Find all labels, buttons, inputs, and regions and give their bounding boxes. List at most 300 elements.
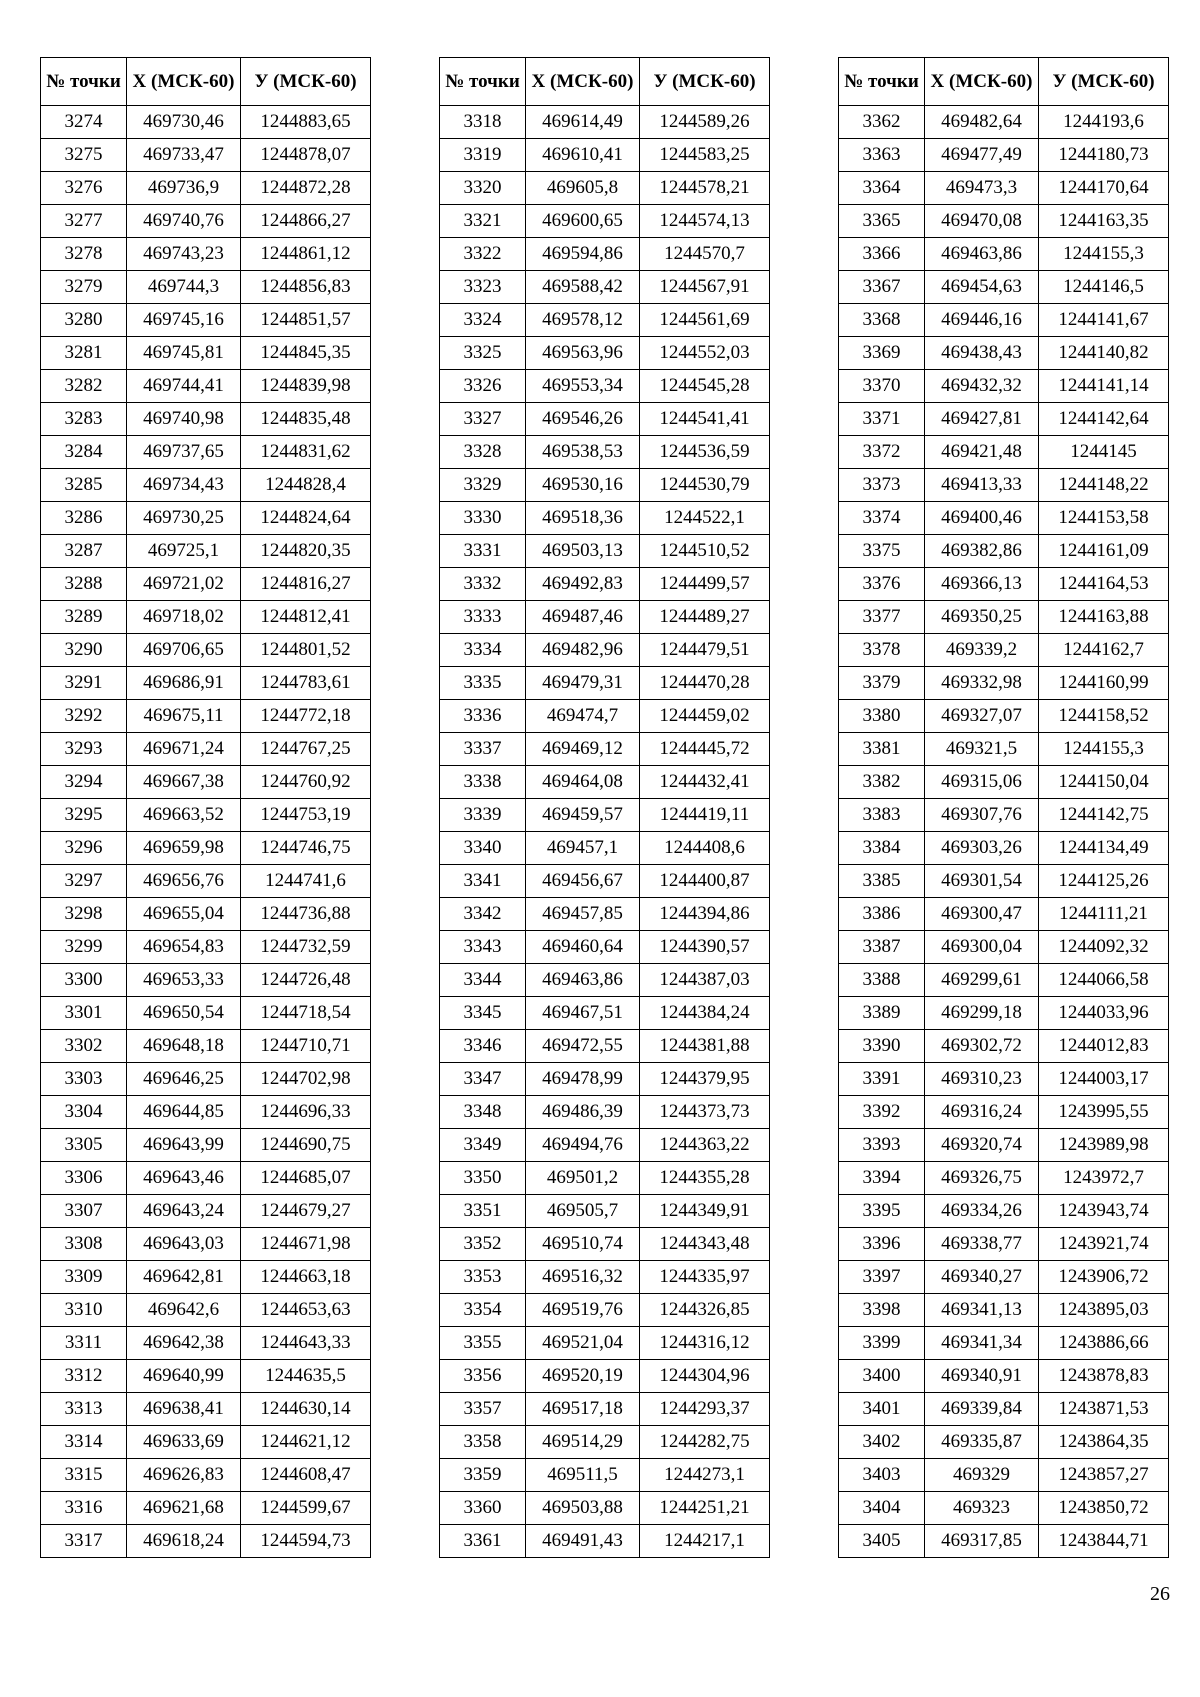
x-coordinate-cell: 469721,02 xyxy=(127,568,241,601)
point-number-cell: 3332 xyxy=(440,568,526,601)
x-coordinate-cell: 469487,46 xyxy=(526,601,640,634)
x-coordinate-cell: 469315,06 xyxy=(925,766,1039,799)
table-row xyxy=(440,1393,770,1426)
point-number-cell: 3316 xyxy=(41,1492,127,1525)
x-coordinate-cell: 469482,96 xyxy=(526,634,640,667)
table-row xyxy=(41,1459,371,1492)
point-number-cell: 3291 xyxy=(41,667,127,700)
point-number-cell: 3359 xyxy=(440,1459,526,1492)
y-coordinate-cell: 1244394,86 xyxy=(640,898,770,931)
point-number-cell: 3362 xyxy=(839,106,925,139)
point-number-cell: 3358 xyxy=(440,1426,526,1459)
y-coordinate-cell: 1243850,72 xyxy=(1039,1492,1169,1525)
y-coordinate-cell: 1244141,14 xyxy=(1039,370,1169,403)
y-coordinate-cell: 1244608,47 xyxy=(241,1459,371,1492)
x-coordinate-cell: 469745,16 xyxy=(127,304,241,337)
table-row xyxy=(41,1096,371,1129)
point-number-cell: 3310 xyxy=(41,1294,127,1327)
y-coordinate-cell: 1243864,35 xyxy=(1039,1426,1169,1459)
point-number-cell: 3288 xyxy=(41,568,127,601)
point-number-cell: 3282 xyxy=(41,370,127,403)
x-coordinate-cell: 469633,69 xyxy=(127,1426,241,1459)
y-coordinate-cell: 1243906,72 xyxy=(1039,1261,1169,1294)
y-coordinate-cell: 1244851,57 xyxy=(241,304,371,337)
table-row xyxy=(41,997,371,1030)
table-row xyxy=(41,1525,371,1558)
point-number-cell: 3333 xyxy=(440,601,526,634)
x-coordinate-cell: 469467,51 xyxy=(526,997,640,1030)
table-row xyxy=(41,469,371,502)
y-coordinate-cell: 1244536,59 xyxy=(640,436,770,469)
point-number-cell: 3328 xyxy=(440,436,526,469)
y-coordinate-cell: 1244816,27 xyxy=(241,568,371,601)
point-number-cell: 3346 xyxy=(440,1030,526,1063)
point-number-cell: 3324 xyxy=(440,304,526,337)
point-number-cell: 3368 xyxy=(839,304,925,337)
table-row xyxy=(839,1030,1169,1063)
table-row xyxy=(839,1525,1169,1558)
y-coordinate-cell: 1244066,58 xyxy=(1039,964,1169,997)
point-number-cell: 3352 xyxy=(440,1228,526,1261)
x-coordinate-cell: 469400,46 xyxy=(925,502,1039,535)
x-coordinate-cell: 469643,24 xyxy=(127,1195,241,1228)
table-row xyxy=(440,700,770,733)
table-row xyxy=(440,1525,770,1558)
x-coordinate-cell: 469302,72 xyxy=(925,1030,1039,1063)
y-coordinate-cell: 1244635,5 xyxy=(241,1360,371,1393)
point-number-cell: 3334 xyxy=(440,634,526,667)
point-number-cell: 3386 xyxy=(839,898,925,931)
table-row xyxy=(440,568,770,601)
point-number-cell: 3398 xyxy=(839,1294,925,1327)
y-coordinate-cell: 1244384,24 xyxy=(640,997,770,1030)
point-number-cell: 3343 xyxy=(440,931,526,964)
x-coordinate-cell: 469518,36 xyxy=(526,502,640,535)
y-coordinate-cell: 1244831,62 xyxy=(241,436,371,469)
x-coordinate-cell: 469553,34 xyxy=(526,370,640,403)
point-number-cell: 3364 xyxy=(839,172,925,205)
y-coordinate-cell: 1244599,67 xyxy=(241,1492,371,1525)
table-row xyxy=(839,832,1169,865)
y-coordinate-cell: 1244710,71 xyxy=(241,1030,371,1063)
point-number-cell: 3405 xyxy=(839,1525,925,1558)
point-number-cell: 3309 xyxy=(41,1261,127,1294)
table-row xyxy=(440,139,770,172)
x-coordinate-cell: 469610,41 xyxy=(526,139,640,172)
x-coordinate-cell: 469501,2 xyxy=(526,1162,640,1195)
y-coordinate-cell: 1244671,98 xyxy=(241,1228,371,1261)
point-number-cell: 3308 xyxy=(41,1228,127,1261)
table-row xyxy=(839,106,1169,139)
point-number-cell: 3337 xyxy=(440,733,526,766)
table-row xyxy=(440,403,770,436)
point-number-cell: 3274 xyxy=(41,106,127,139)
y-coordinate-cell: 1244630,14 xyxy=(241,1393,371,1426)
x-coordinate-cell: 469743,23 xyxy=(127,238,241,271)
point-number-cell: 3297 xyxy=(41,865,127,898)
point-number-cell: 3342 xyxy=(440,898,526,931)
x-coordinate-cell: 469470,08 xyxy=(925,205,1039,238)
point-number-cell: 3312 xyxy=(41,1360,127,1393)
x-coordinate-cell: 469521,04 xyxy=(526,1327,640,1360)
point-number-cell: 3390 xyxy=(839,1030,925,1063)
y-coordinate-cell: 1244663,18 xyxy=(241,1261,371,1294)
y-coordinate-cell: 1244653,63 xyxy=(241,1294,371,1327)
table-row xyxy=(440,832,770,865)
point-number-cell: 3277 xyxy=(41,205,127,238)
y-coordinate-cell: 1244783,61 xyxy=(241,667,371,700)
table-row xyxy=(440,337,770,370)
y-coordinate-cell: 1244251,21 xyxy=(640,1492,770,1525)
table-row xyxy=(440,1459,770,1492)
y-coordinate-cell: 1244282,75 xyxy=(640,1426,770,1459)
x-coordinate-cell: 469511,5 xyxy=(526,1459,640,1492)
point-number-cell: 3356 xyxy=(440,1360,526,1393)
y-coordinate-cell: 1244141,67 xyxy=(1039,304,1169,337)
y-coordinate-cell: 1244273,1 xyxy=(640,1459,770,1492)
y-coordinate-cell: 1244772,18 xyxy=(241,700,371,733)
header-y-coordinate: У (МСК-60) xyxy=(640,58,770,106)
y-coordinate-cell: 1244012,83 xyxy=(1039,1030,1169,1063)
y-coordinate-cell: 1244883,65 xyxy=(241,106,371,139)
table-row xyxy=(839,1195,1169,1228)
table-row xyxy=(440,1162,770,1195)
table-row xyxy=(440,1228,770,1261)
y-coordinate-cell: 1244835,48 xyxy=(241,403,371,436)
table-row xyxy=(839,304,1169,337)
table-row xyxy=(440,1030,770,1063)
point-number-cell: 3376 xyxy=(839,568,925,601)
x-coordinate-cell: 469303,26 xyxy=(925,832,1039,865)
table-row xyxy=(440,502,770,535)
point-number-cell: 3403 xyxy=(839,1459,925,1492)
point-number-cell: 3385 xyxy=(839,865,925,898)
x-coordinate-cell: 469650,54 xyxy=(127,997,241,1030)
x-coordinate-cell: 469520,19 xyxy=(526,1360,640,1393)
x-coordinate-cell: 469663,52 xyxy=(127,799,241,832)
x-coordinate-cell: 469464,08 xyxy=(526,766,640,799)
point-number-cell: 3295 xyxy=(41,799,127,832)
table-row xyxy=(440,898,770,931)
table-row xyxy=(440,865,770,898)
table-row xyxy=(440,601,770,634)
y-coordinate-cell: 1244872,28 xyxy=(241,172,371,205)
y-coordinate-cell: 1243989,98 xyxy=(1039,1129,1169,1162)
y-coordinate-cell: 1244163,35 xyxy=(1039,205,1169,238)
point-number-cell: 3326 xyxy=(440,370,526,403)
x-coordinate-cell: 469671,24 xyxy=(127,733,241,766)
point-number-cell: 3380 xyxy=(839,700,925,733)
x-coordinate-cell: 469706,65 xyxy=(127,634,241,667)
coordinates-table-2 xyxy=(439,57,770,1558)
point-number-cell: 3357 xyxy=(440,1393,526,1426)
table-row xyxy=(41,733,371,766)
x-coordinate-cell: 469640,99 xyxy=(127,1360,241,1393)
point-number-cell: 3319 xyxy=(440,139,526,172)
x-coordinate-cell: 469334,26 xyxy=(925,1195,1039,1228)
point-number-cell: 3348 xyxy=(440,1096,526,1129)
table-row xyxy=(41,931,371,964)
x-coordinate-cell: 469618,24 xyxy=(127,1525,241,1558)
y-coordinate-cell: 1244522,1 xyxy=(640,502,770,535)
table-row xyxy=(41,964,371,997)
y-coordinate-cell: 1244160,99 xyxy=(1039,667,1169,700)
x-coordinate-cell: 469321,5 xyxy=(925,733,1039,766)
table-row xyxy=(41,337,371,370)
y-coordinate-cell: 1243921,74 xyxy=(1039,1228,1169,1261)
y-coordinate-cell: 1244293,37 xyxy=(640,1393,770,1426)
table-row xyxy=(839,1129,1169,1162)
table-row xyxy=(839,667,1169,700)
point-number-cell: 3379 xyxy=(839,667,925,700)
x-coordinate-cell: 469730,25 xyxy=(127,502,241,535)
point-number-cell: 3402 xyxy=(839,1426,925,1459)
x-coordinate-cell: 469323 xyxy=(925,1492,1039,1525)
table-row xyxy=(839,1492,1169,1525)
x-coordinate-cell: 469638,41 xyxy=(127,1393,241,1426)
point-number-cell: 3366 xyxy=(839,238,925,271)
x-coordinate-cell: 469594,86 xyxy=(526,238,640,271)
x-coordinate-cell: 469320,74 xyxy=(925,1129,1039,1162)
point-number-cell: 3325 xyxy=(440,337,526,370)
table-row xyxy=(839,1327,1169,1360)
x-coordinate-cell: 469341,34 xyxy=(925,1327,1039,1360)
y-coordinate-cell: 1244335,97 xyxy=(640,1261,770,1294)
table-row xyxy=(41,568,371,601)
x-coordinate-cell: 469340,27 xyxy=(925,1261,1039,1294)
y-coordinate-cell: 1243972,7 xyxy=(1039,1162,1169,1195)
table-row xyxy=(440,733,770,766)
x-coordinate-cell: 469614,49 xyxy=(526,106,640,139)
point-number-cell: 3329 xyxy=(440,469,526,502)
table-row xyxy=(41,1327,371,1360)
point-number-cell: 3301 xyxy=(41,997,127,1030)
x-coordinate-cell: 469492,83 xyxy=(526,568,640,601)
x-coordinate-cell: 469744,41 xyxy=(127,370,241,403)
table-row xyxy=(440,370,770,403)
table-row xyxy=(440,1129,770,1162)
point-number-cell: 3400 xyxy=(839,1360,925,1393)
point-number-cell: 3369 xyxy=(839,337,925,370)
y-coordinate-cell: 1244696,33 xyxy=(241,1096,371,1129)
point-number-cell: 3354 xyxy=(440,1294,526,1327)
x-coordinate-cell: 469432,32 xyxy=(925,370,1039,403)
y-coordinate-cell: 1244111,21 xyxy=(1039,898,1169,931)
x-coordinate-cell: 469329 xyxy=(925,1459,1039,1492)
y-coordinate-cell: 1244574,13 xyxy=(640,205,770,238)
y-coordinate-cell: 1244845,35 xyxy=(241,337,371,370)
point-number-cell: 3365 xyxy=(839,205,925,238)
point-number-cell: 3286 xyxy=(41,502,127,535)
point-number-cell: 3373 xyxy=(839,469,925,502)
table-row xyxy=(839,733,1169,766)
table-row xyxy=(839,502,1169,535)
x-coordinate-cell: 469745,81 xyxy=(127,337,241,370)
table-row xyxy=(41,799,371,832)
coordinates-table-3 xyxy=(838,57,1169,1558)
point-number-cell: 3317 xyxy=(41,1525,127,1558)
point-number-cell: 3281 xyxy=(41,337,127,370)
point-number-cell: 3351 xyxy=(440,1195,526,1228)
x-coordinate-cell: 469332,98 xyxy=(925,667,1039,700)
point-number-cell: 3370 xyxy=(839,370,925,403)
point-number-cell: 3304 xyxy=(41,1096,127,1129)
y-coordinate-cell: 1244866,27 xyxy=(241,205,371,238)
table-row xyxy=(839,964,1169,997)
x-coordinate-cell: 469338,77 xyxy=(925,1228,1039,1261)
y-coordinate-cell: 1244828,4 xyxy=(241,469,371,502)
table-row xyxy=(41,634,371,667)
x-coordinate-cell: 469621,68 xyxy=(127,1492,241,1525)
table-row xyxy=(839,205,1169,238)
point-number-cell: 3303 xyxy=(41,1063,127,1096)
header-point-number: № точки xyxy=(440,58,526,106)
x-coordinate-cell: 469546,26 xyxy=(526,403,640,436)
y-coordinate-cell: 1244387,03 xyxy=(640,964,770,997)
x-coordinate-cell: 469463,86 xyxy=(925,238,1039,271)
table-row xyxy=(440,931,770,964)
y-coordinate-cell: 1244824,64 xyxy=(241,502,371,535)
y-coordinate-cell: 1244690,75 xyxy=(241,1129,371,1162)
x-coordinate-cell: 469486,39 xyxy=(526,1096,640,1129)
point-number-cell: 3392 xyxy=(839,1096,925,1129)
x-coordinate-cell: 469339,2 xyxy=(925,634,1039,667)
x-coordinate-cell: 469316,24 xyxy=(925,1096,1039,1129)
point-number-cell: 3393 xyxy=(839,1129,925,1162)
y-coordinate-cell: 1243943,74 xyxy=(1039,1195,1169,1228)
x-coordinate-cell: 469530,16 xyxy=(526,469,640,502)
x-coordinate-cell: 469299,18 xyxy=(925,997,1039,1030)
y-coordinate-cell: 1244408,6 xyxy=(640,832,770,865)
point-number-cell: 3279 xyxy=(41,271,127,304)
table-row xyxy=(41,1030,371,1063)
x-coordinate-cell: 469642,6 xyxy=(127,1294,241,1327)
point-number-cell: 3321 xyxy=(440,205,526,238)
table-row xyxy=(839,1096,1169,1129)
x-coordinate-cell: 469686,91 xyxy=(127,667,241,700)
x-coordinate-cell: 469438,43 xyxy=(925,337,1039,370)
point-number-cell: 3350 xyxy=(440,1162,526,1195)
y-coordinate-cell: 1244162,7 xyxy=(1039,634,1169,667)
y-coordinate-cell: 1244685,07 xyxy=(241,1162,371,1195)
point-number-cell: 3285 xyxy=(41,469,127,502)
table-row xyxy=(440,535,770,568)
header-y-coordinate: У (МСК-60) xyxy=(1039,58,1169,106)
x-coordinate-cell: 469366,13 xyxy=(925,568,1039,601)
x-coordinate-cell: 469648,18 xyxy=(127,1030,241,1063)
y-coordinate-cell: 1243886,66 xyxy=(1039,1327,1169,1360)
point-number-cell: 3383 xyxy=(839,799,925,832)
y-coordinate-cell: 1244878,07 xyxy=(241,139,371,172)
x-coordinate-cell: 469454,63 xyxy=(925,271,1039,304)
table-row xyxy=(41,205,371,238)
y-coordinate-cell: 1244679,27 xyxy=(241,1195,371,1228)
x-coordinate-cell: 469659,98 xyxy=(127,832,241,865)
point-number-cell: 3318 xyxy=(440,106,526,139)
y-coordinate-cell: 1244343,48 xyxy=(640,1228,770,1261)
x-coordinate-cell: 469494,76 xyxy=(526,1129,640,1162)
x-coordinate-cell: 469643,46 xyxy=(127,1162,241,1195)
table-header-row xyxy=(839,58,1169,106)
table-row xyxy=(839,799,1169,832)
table-row xyxy=(839,139,1169,172)
x-coordinate-cell: 469510,74 xyxy=(526,1228,640,1261)
y-coordinate-cell: 1243895,03 xyxy=(1039,1294,1169,1327)
point-number-cell: 3395 xyxy=(839,1195,925,1228)
x-coordinate-cell: 469477,49 xyxy=(925,139,1039,172)
x-coordinate-cell: 469457,1 xyxy=(526,832,640,865)
header-y-coordinate: У (МСК-60) xyxy=(241,58,371,106)
x-coordinate-cell: 469519,76 xyxy=(526,1294,640,1327)
point-number-cell: 3339 xyxy=(440,799,526,832)
table-row xyxy=(839,1228,1169,1261)
point-number-cell: 3284 xyxy=(41,436,127,469)
point-number-cell: 3381 xyxy=(839,733,925,766)
x-coordinate-cell: 469646,25 xyxy=(127,1063,241,1096)
table-row xyxy=(41,1294,371,1327)
y-coordinate-cell: 1244732,59 xyxy=(241,931,371,964)
table-row xyxy=(440,766,770,799)
table-row xyxy=(41,370,371,403)
x-coordinate-cell: 469300,04 xyxy=(925,931,1039,964)
x-coordinate-cell: 469300,47 xyxy=(925,898,1039,931)
point-number-cell: 3311 xyxy=(41,1327,127,1360)
point-number-cell: 3299 xyxy=(41,931,127,964)
table-row xyxy=(839,634,1169,667)
table-row xyxy=(440,1327,770,1360)
point-number-cell: 3315 xyxy=(41,1459,127,1492)
table-row xyxy=(41,238,371,271)
point-number-cell: 3401 xyxy=(839,1393,925,1426)
header-point-number: № точки xyxy=(41,58,127,106)
y-coordinate-cell: 1244594,73 xyxy=(241,1525,371,1558)
x-coordinate-cell: 469667,38 xyxy=(127,766,241,799)
table-row xyxy=(440,634,770,667)
table-row xyxy=(839,997,1169,1030)
header-x-coordinate: Х (МСК-60) xyxy=(526,58,640,106)
table-row xyxy=(839,1261,1169,1294)
y-coordinate-cell: 1244578,21 xyxy=(640,172,770,205)
table-row xyxy=(41,172,371,205)
x-coordinate-cell: 469327,07 xyxy=(925,700,1039,733)
y-coordinate-cell: 1243857,27 xyxy=(1039,1459,1169,1492)
y-coordinate-cell: 1244489,27 xyxy=(640,601,770,634)
point-number-cell: 3307 xyxy=(41,1195,127,1228)
y-coordinate-cell: 1244583,25 xyxy=(640,139,770,172)
point-number-cell: 3391 xyxy=(839,1063,925,1096)
y-coordinate-cell: 1244741,6 xyxy=(241,865,371,898)
x-coordinate-cell: 469478,99 xyxy=(526,1063,640,1096)
table-row xyxy=(839,535,1169,568)
point-number-cell: 3374 xyxy=(839,502,925,535)
x-coordinate-cell: 469456,67 xyxy=(526,865,640,898)
y-coordinate-cell: 1244161,09 xyxy=(1039,535,1169,568)
y-coordinate-cell: 1244134,49 xyxy=(1039,832,1169,865)
x-coordinate-cell: 469503,88 xyxy=(526,1492,640,1525)
table-row xyxy=(440,172,770,205)
y-coordinate-cell: 1244033,96 xyxy=(1039,997,1169,1030)
y-coordinate-cell: 1244142,64 xyxy=(1039,403,1169,436)
point-number-cell: 3336 xyxy=(440,700,526,733)
table-row xyxy=(440,1261,770,1294)
table-row xyxy=(41,1261,371,1294)
table-row xyxy=(41,1195,371,1228)
x-coordinate-cell: 469472,55 xyxy=(526,1030,640,1063)
point-number-cell: 3275 xyxy=(41,139,127,172)
x-coordinate-cell: 469563,96 xyxy=(526,337,640,370)
y-coordinate-cell: 1244163,88 xyxy=(1039,601,1169,634)
y-coordinate-cell: 1244839,98 xyxy=(241,370,371,403)
